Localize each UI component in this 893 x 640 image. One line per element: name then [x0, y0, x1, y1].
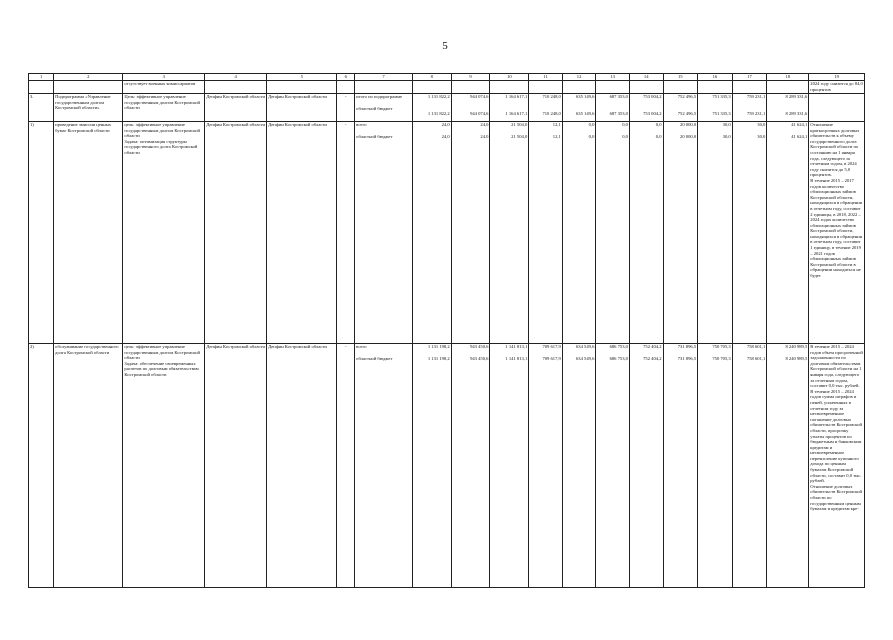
column-6-value: -: [337, 94, 355, 122]
col-header: 11: [529, 74, 563, 81]
funding-source: [355, 122, 413, 344]
continued-text: отсутствует военных комиссариатов: [123, 81, 205, 94]
co-executor: Депфин Костромской области: [267, 94, 337, 122]
continued-result: 2024 году снизится до 84,0 процентов: [810, 81, 863, 92]
value-cell: 635 149,6 635 149,6: [562, 94, 596, 122]
col-header: 14: [629, 74, 663, 81]
col-header: 13: [596, 74, 630, 81]
value-cell: 1 131 822,2 1 131 822,2: [412, 94, 451, 122]
funding-budget-label: областной бюджет: [356, 105, 393, 111]
value-cell: 0,0 0,0: [629, 122, 663, 344]
row-number: 1): [29, 122, 54, 344]
col-header: 7: [355, 74, 413, 81]
value-cell: 752 404,2 752 404,2: [629, 344, 663, 588]
funding-total-label: всего: [356, 344, 367, 349]
activity-name: Подпрограмма «Управление государственным долгом Костромской области»: [54, 94, 123, 122]
activity-goal: Цель: эффективное управление государственным долгом Костромской области: [123, 94, 205, 122]
value-cell: 944 074,6 944 074,6: [451, 94, 490, 122]
col-header: 9: [451, 74, 490, 81]
value-cell: 710 248,0 710 248,0: [529, 94, 563, 122]
value-cell: 1 131 198,2 1 131 198,2: [412, 344, 451, 588]
total-cell: 41 624,1 41 624,1: [767, 122, 809, 344]
col-header: 17: [732, 74, 767, 81]
funding-total-label: итого по подпрограмме: [356, 94, 403, 99]
value-cell: 0,0 0,0: [562, 122, 596, 344]
table-row: [29, 344, 865, 588]
value-cell: 634 549,6 634 549,6: [562, 344, 596, 588]
activity-goal: цель: эффективное управление государственным долгом Костромской области Задача: оптимизация структуры государственного долга Костромской области: [123, 122, 205, 344]
col-header: 18: [767, 74, 809, 81]
col-header: 6: [337, 74, 355, 81]
col-header: 16: [698, 74, 733, 81]
responsible-executor: Депфин Костромской области: [205, 94, 267, 122]
value-cell: 943 450,6 943 450,6: [451, 344, 490, 588]
total-cell: 8 240 989,5 8 240 989,5: [767, 344, 809, 588]
value-cell: 750 705,3 750 705,3: [698, 344, 733, 588]
value-cell: 1 141 813,1 1 141 813,1: [490, 344, 529, 588]
value-cell: 687 353,0 687 353,0: [596, 94, 630, 122]
col-header: 8: [412, 74, 451, 81]
col-header: 19: [809, 74, 865, 81]
funding-source: [355, 344, 413, 588]
co-executor: Депфин Костромской области: [267, 344, 337, 588]
value-cell: 20 000,0 20 000,0: [663, 122, 698, 344]
value-cell: 752 496,5 752 496,5: [663, 94, 698, 122]
value-cell: 751 335,3 751 335,3: [698, 94, 733, 122]
value-cell: 30,0 30,0: [732, 122, 767, 344]
responsible-executor: Депфин Костромской области: [205, 122, 267, 344]
value-cell: 709 617,9 709 617,9: [529, 344, 563, 588]
result-text: [809, 94, 865, 122]
col-header: 2: [54, 74, 123, 81]
activity-name: проведение эмиссии ценных бумаг Костромской области: [54, 122, 123, 344]
funding-total-label: всего: [356, 122, 367, 127]
result-text: В течение 2015 – 2024 годов объем просроченной задолженности по долговым обязательствам Костромской области на 1 января года, следующего за отчетным годом, составит 0,0 тыс. рублей. В течение 2015 – 2024 годов сумма штрафов и пеней, уплаченных в отчетном году за несвоевременное погашение долговых обязательств Костромской области, просрочку уплаты процентов по бюджетным и банковским кредитам и несвоевременное перечисление купонного дохода по ценным бумагам Костромской области, составит 0,0 тыс. рублей. Отношение долговых обязательств Костромской области по государственным ценным бумагам и кредитам кре-: [809, 344, 865, 588]
funding-source: [355, 94, 413, 122]
total-cell: 8 289 331,6 8 289 331,6: [767, 94, 809, 122]
value-cell: 24,0 24,0: [451, 122, 490, 344]
program-table: [28, 73, 865, 588]
activity-name: обслуживание государственного долга Костромской области: [54, 344, 123, 588]
col-header: 3: [123, 74, 205, 81]
value-cell: 753 004,2 753 004,2: [629, 94, 663, 122]
table-row: [29, 94, 865, 122]
col-header: 10: [490, 74, 529, 81]
value-cell: 30,0 30,0: [698, 122, 733, 344]
column-number-row: [29, 74, 865, 81]
funding-budget-label: областной бюджет: [356, 133, 393, 139]
col-header: 15: [663, 74, 698, 81]
page-number: 5: [442, 40, 448, 52]
column-6-value: -: [337, 122, 355, 344]
co-executor: Депфин Костромской области: [267, 122, 337, 344]
value-cell: 731 896,5 731 896,5: [663, 344, 698, 588]
col-header: 1: [29, 74, 54, 81]
funding-budget-label: областной бюджет: [356, 355, 393, 361]
result-text: Отношение краткосрочных долговых обязательств к объему государственного долга Костромской области по состоянию на 1 января года, следующего за отчетным годом, в 2024 году снизится до 5,0 процентов. В течение 2015 – 2017 годов количество облигационных займов Костромской области, находящихся в обращении в отчетном году, составит 2 единицы, в 2018, 2022 – 2024 годах количество облигационных займов Костромской области, находящихся в обращении в отчетном году, составит 1 единицу, в течение 2019 – 2021 годов облигационных займов Костромской области в обращении находиться не будет: [809, 122, 865, 344]
column-6-value: -: [337, 344, 355, 588]
value-cell: 21 504,0 21 504,0: [490, 122, 529, 344]
col-header: 12: [562, 74, 596, 81]
value-cell: 758 601,1 758 601,1: [732, 344, 767, 588]
value-cell: 759 231,1 759 231,1: [732, 94, 767, 122]
responsible-executor: Депфин Костромской области: [205, 344, 267, 588]
value-cell: 1 164 617,1 1 164 617,1: [490, 94, 529, 122]
row-number: 2): [29, 344, 54, 588]
col-header: 4: [205, 74, 267, 81]
col-header: 5: [267, 74, 337, 81]
value-cell: 686 753,0 686 753,0: [596, 344, 630, 588]
value-cell: 24,0 24,0: [412, 122, 451, 344]
continuation-row: [29, 81, 865, 94]
row-number: 3.: [29, 94, 54, 122]
value-cell: 12,1 12,1: [529, 122, 563, 344]
value-cell: 0,0 0,0: [596, 122, 630, 344]
activity-goal: цель: эффективное управление государственным долгом Костромской области Задача: обеспечение своевременных расчетов по долговым обязательствам Костромской области: [123, 344, 205, 588]
table-row: [29, 122, 865, 344]
